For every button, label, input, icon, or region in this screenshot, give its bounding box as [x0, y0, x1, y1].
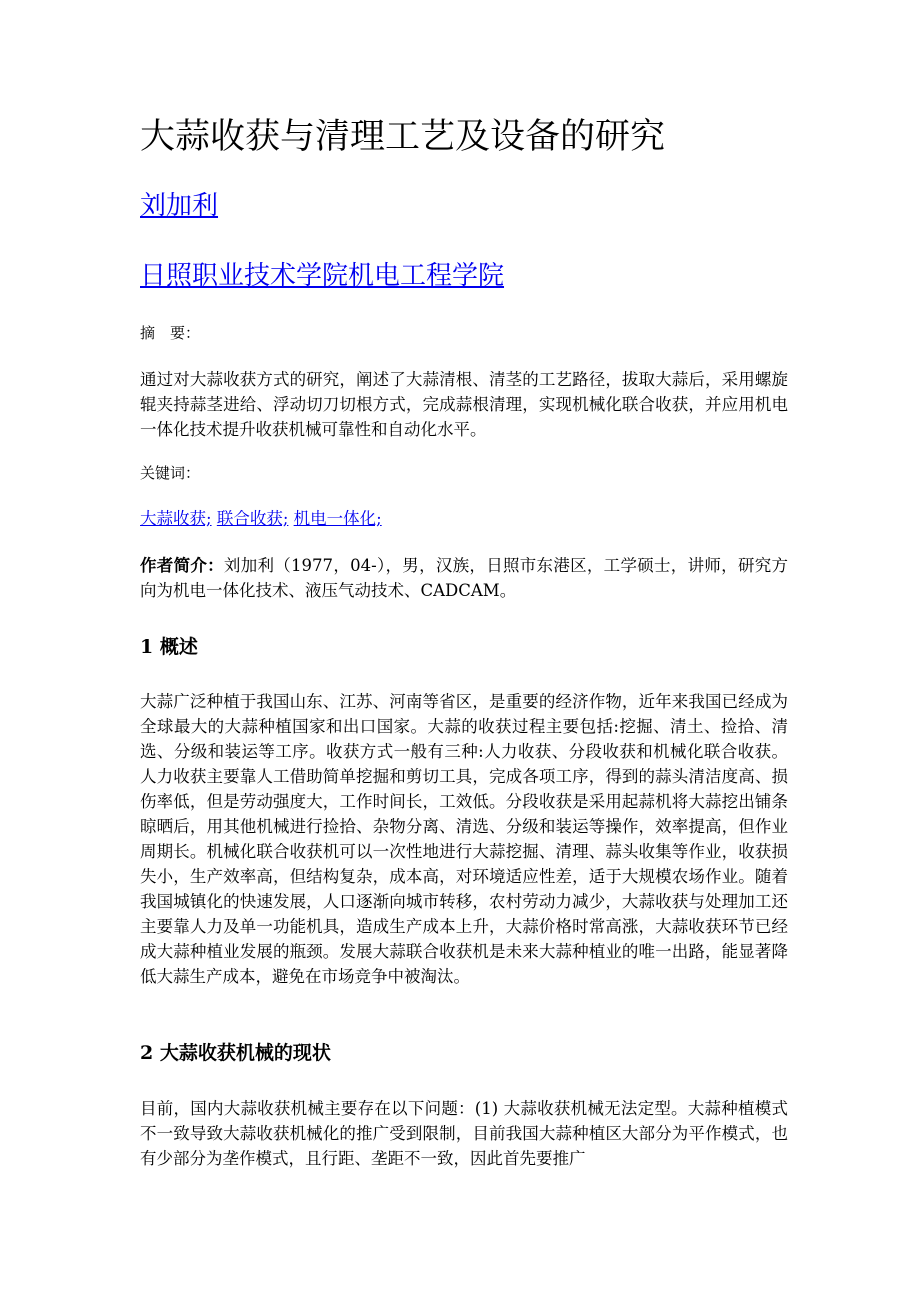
abstract-label: 摘 要： — [140, 324, 201, 342]
section1-paragraph: 大蒜广泛种植于我国山东、江苏、河南等省区，是重要的经济作物，近年来我国已经成为全球最大的大蒜种植国家和出口国家。大蒜的收获过程主要包括:挖掘、清土、捡拾、清选、分级和装运等工序。收获方式一般有三种:人力收获、分段收获和机械化联合收获。人力收获主要靠人工借助简单挖掘和剪切工具，完成各项工序，得到的蒜头清洁度高、损伤率低，但是劳动强度大，工作时间长，工效低。分段收获是采用起蒜机将大蒜挖出铺条晾晒后，用其他机械进行捡拾、杂物分离、清选、分级和装运等操作，效率提高，但作业周期长。机械化联合收获机可以一次性地进行大蒜挖掘、清理、蒜头收集等作业，收获损失小，生产效率高，但结构复杂，成本高，对环境适应性差，适于大规模农场作业。随着我国城镇化的快速发展，人口逐渐向城市转移，农村劳动力减少，大蒜收获与处理加工还主要靠人力及单一功能机具，造成生产成本上升，大蒜价格时常高涨，大蒜收获环节已经成大蒜种植业发展的瓶颈。发展大蒜联合收获机是未来大蒜种植业的唯一出路，能显著降低大蒜生产成本，避免在市场竞争中被淘汰。 — [140, 692, 788, 986]
section-heading-1: 1 概述 — [140, 636, 198, 658]
affiliation-link[interactable]: 日照职业技术学院机电工程学院 — [140, 261, 505, 291]
section-heading-2: 2 大蒜收获机械的现状 — [140, 1042, 331, 1064]
bio-label: 作者简介： — [140, 556, 224, 575]
keywords-list — [140, 506, 382, 531]
keyword-link[interactable]: 机电一体化; — [293, 509, 382, 528]
keywords-label: 关键词： — [140, 464, 201, 482]
author-bio — [140, 553, 788, 603]
keyword-link[interactable]: 大蒜收获; — [140, 509, 212, 528]
keyword-link[interactable]: 联合收获; — [216, 509, 289, 528]
section2-paragraph: 目前，国内大蒜收获机械主要存在以下问题：(1) 大蒜收获机械无法定型。大蒜种植模式不一致导致大蒜收获机械化的推广受到限制，目前我国大蒜种植区大部分为平作模式，也有少部分为垄作模式，且行距、垄距不一致，因此首先要推广 — [140, 1099, 788, 1168]
author-link[interactable]: 刘加利 — [140, 191, 219, 221]
paper-title: 大蒜收获与清理工艺及设备的研究 — [140, 117, 666, 157]
bio-text: 刘加利（1977，04-），男，汉族，日照市东港区，工学硕士，讲师，研究方向为机电一体化技术、液压气动技术、CADCAM。 — [140, 556, 789, 600]
abstract-text: 通过对大蒜收获方式的研究，阐述了大蒜清根、清茎的工艺路径，拔取大蒜后，采用螺旋辊夹持蒜茎进给、浮动切刀切根方式，完成蒜根清理，实现机械化联合收获，并应用机电一体化技术提升收获机械可靠性和自动化水平。 — [140, 370, 788, 439]
